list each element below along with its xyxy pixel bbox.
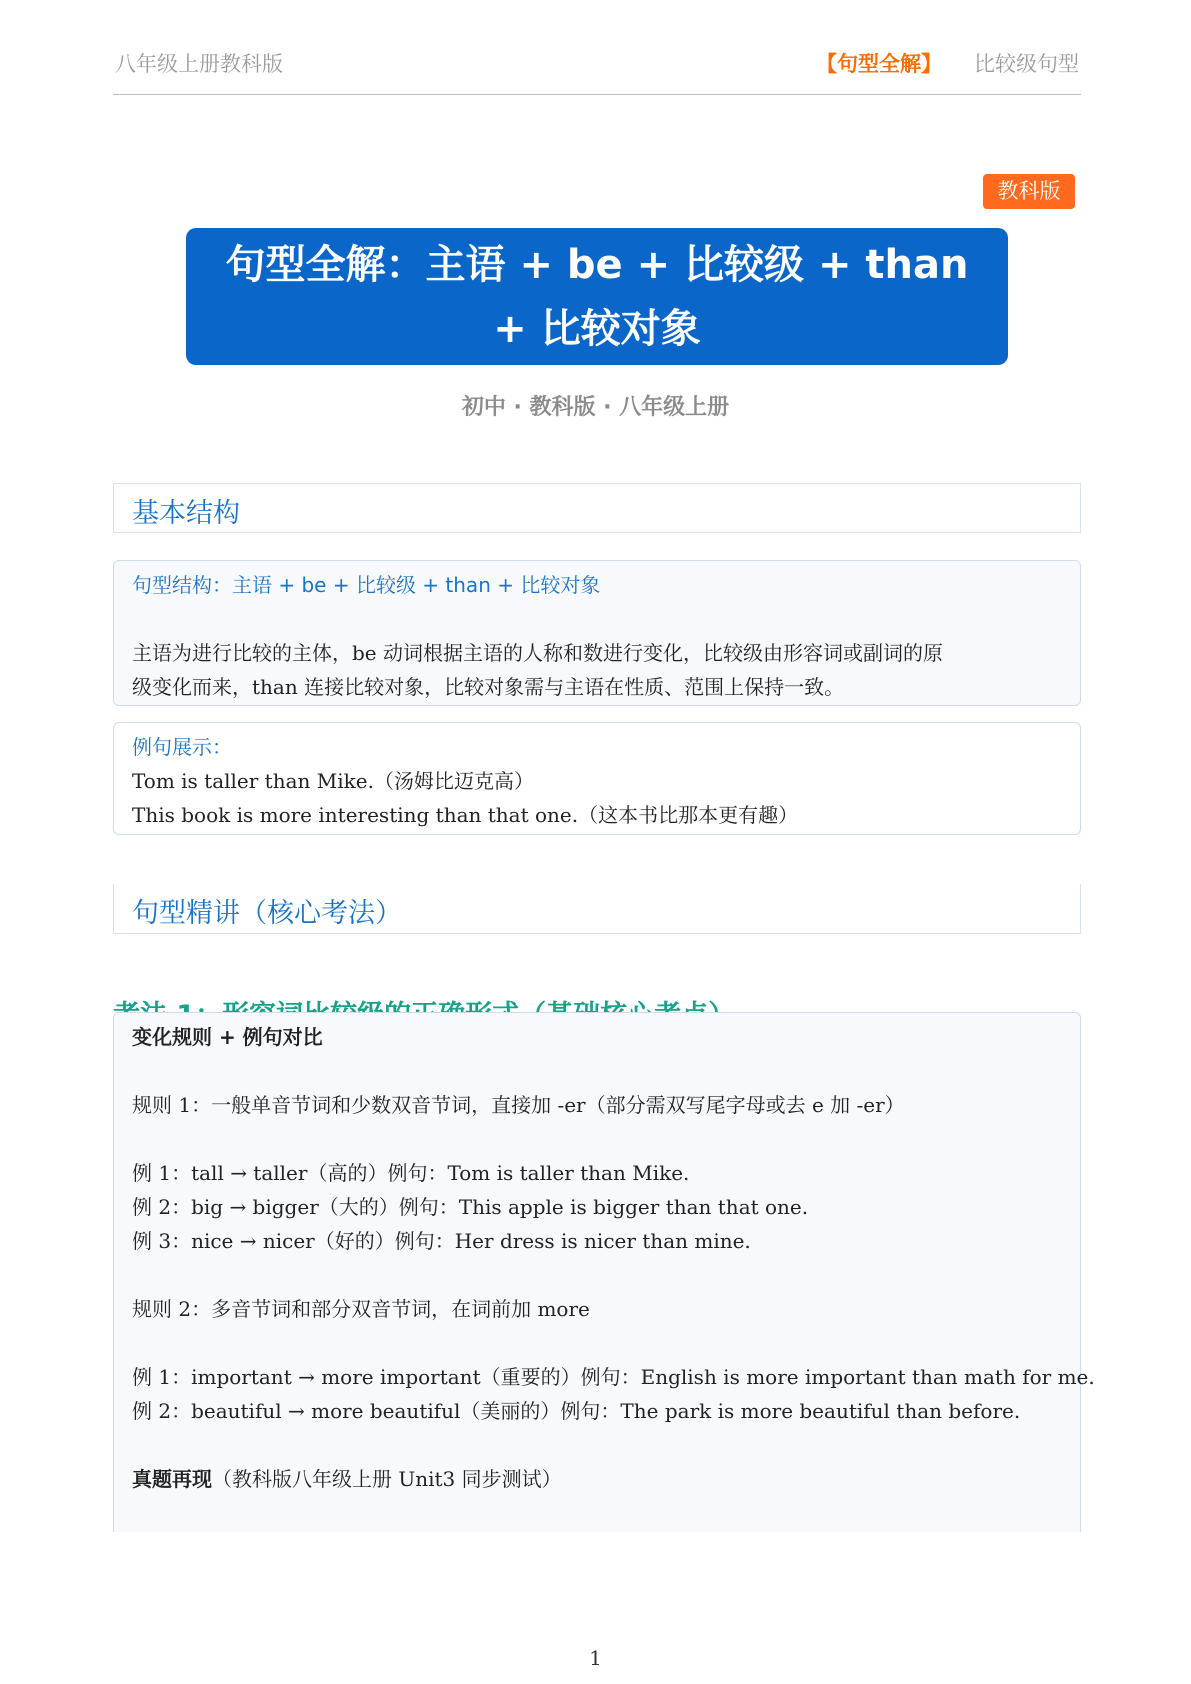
- real-exam-line: [132, 1463, 562, 1492]
- page-header: [113, 44, 1081, 95]
- rule-2: 规则 2：多音节词和部分双音节词，在词前加 more: [132, 1297, 590, 1321]
- examples-card: [113, 722, 1081, 835]
- rule-1-example: 例 1：tall → taller（高的）例句：Tom is taller than Mike.: [132, 1161, 690, 1185]
- header-topic: 比较级句型: [974, 52, 1079, 76]
- rule-2-example: 例 2：beautiful → more beautiful（美丽的）例句：The park is more beautiful than before.: [132, 1399, 1021, 1423]
- page-title: 句型全解：主语 + be + 比较级 + than + 比较对象: [225, 241, 969, 352]
- header-tag: 【句型全解】: [816, 52, 942, 76]
- rule-1: 规则 1：一般单音节词和少数双音节词，直接加 -er（部分需双写尾字母或去 e 加 -er）: [132, 1093, 905, 1117]
- explanation-line-2: 级变化而来，than 连接比较对象，比较对象需与主语在性质、范围上保持一致。: [132, 675, 845, 699]
- section-title: 句型精讲（核心考法）: [132, 898, 402, 929]
- edition-badge: 教科版: [983, 174, 1075, 209]
- section-title: 基本结构: [132, 498, 240, 529]
- rules-card: [113, 1012, 1095, 1532]
- explanation-line-1: 主语为进行比较的主体，be 动词根据主语的人称和数进行变化，比较级由形容词或副词的原: [132, 641, 943, 665]
- example-sentence: Tom is taller than Mike.（汤姆比迈克高）: [132, 769, 534, 793]
- rules-card-title: 变化规则 + 例句对比: [132, 1025, 323, 1049]
- rule-1-example: 例 3：nice → nicer（好的）例句：Her dress is nicer than mine.: [132, 1229, 751, 1253]
- real-exam-note: （教科版八年级上册 Unit3 同步测试）: [212, 1467, 562, 1491]
- header-right-group: [816, 48, 1079, 78]
- example-sentence: This book is more interesting than that one.（这本书比那本更有趣）: [132, 803, 799, 827]
- rule-1-example: 例 2：big → bigger（大的）例句：This apple is bigger than that one.: [132, 1195, 809, 1219]
- rule-2-example: 例 1：important → more important（重要的）例句：English is more important than math for me.: [132, 1365, 1095, 1389]
- section-basic-structure-header: [113, 483, 1081, 533]
- header-book-title: 八年级上册教科版: [115, 52, 283, 76]
- structure-card: [113, 560, 1081, 706]
- structure-label: 句型结构：主语 + be + 比较级 + than + 比较对象: [132, 573, 601, 597]
- page-number: 1: [589, 1646, 602, 1670]
- page-subtitle: 初中 · 教科版 · 八年级上册: [461, 395, 730, 420]
- title-banner: [186, 228, 1008, 365]
- section-core-methods-header: [113, 884, 1081, 934]
- real-exam-label: 真题再现: [132, 1467, 212, 1491]
- examples-label: 例句展示：: [132, 735, 232, 759]
